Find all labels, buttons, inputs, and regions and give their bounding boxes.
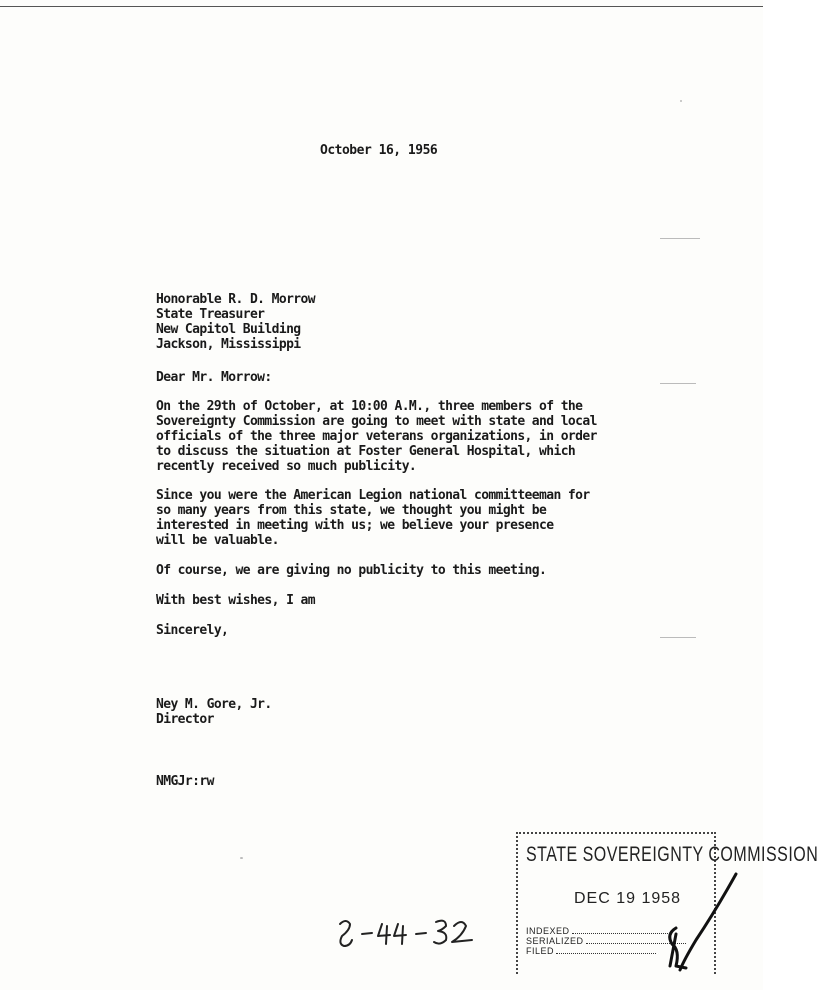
handwritten-file-number <box>330 910 480 950</box>
scan-speck <box>660 383 696 384</box>
paragraph-1-line: officials of the three major veterans organizations, in order <box>156 429 597 444</box>
closing-line: With best wishes, I am <box>156 593 315 608</box>
paragraph-1-line: to discuss the situation at Foster General Hospital, which <box>156 444 576 459</box>
recipient-building: New Capitol Building <box>156 322 301 337</box>
salutation: Dear Mr. Morrow: <box>156 370 272 385</box>
scan-speck <box>680 100 682 102</box>
paragraph-2-line: interested in meeting with us; we believe your presence <box>156 518 554 533</box>
recipient-name: Honorable R. D. Morrow <box>156 292 315 307</box>
scan-speck <box>240 857 243 859</box>
scan-speck <box>660 637 696 638</box>
paragraph-2-line: will be valuable. <box>156 533 279 548</box>
signer-name: Ney M. Gore, Jr. <box>156 697 272 712</box>
stamp-date: DEC 19 1958 <box>574 890 682 907</box>
scan-speck <box>660 238 700 239</box>
signer-title: Director <box>156 712 214 727</box>
top-edge-rule <box>0 0 763 7</box>
stamp-title: STATE SOVEREIGNTY COMMISSION <box>526 844 818 867</box>
stamp-field-indexed: INDEXED <box>526 926 672 936</box>
paragraph-1-line: Sovereignty Commission are going to meet with state and local <box>156 414 597 429</box>
recipient-city: Jackson, Mississippi <box>156 337 301 352</box>
typist-initials: NMGJr:rw <box>156 774 214 789</box>
paragraph-3: Of course, we are giving no publicity to this meeting. <box>156 563 547 578</box>
paragraph-2-line: so many years from this state, we thought you might be <box>156 503 547 518</box>
stamp-field-serialized: SERIALIZED <box>526 936 686 946</box>
letter-date: October 16, 1956 <box>320 143 438 158</box>
stamp-field-filed: FILED <box>526 946 656 956</box>
paragraph-2-line: Since you were the American Legion national committeeman for <box>156 488 590 503</box>
closing: Sincerely, <box>156 623 229 638</box>
handwritten-initial-mark <box>646 870 746 980</box>
paragraph-1-line: recently received so much publicity. <box>156 459 417 474</box>
paragraph-1-line: On the 29th of October, at 10:00 A.M., three members of the <box>156 399 583 414</box>
recipient-title: State Treasurer <box>156 307 265 322</box>
